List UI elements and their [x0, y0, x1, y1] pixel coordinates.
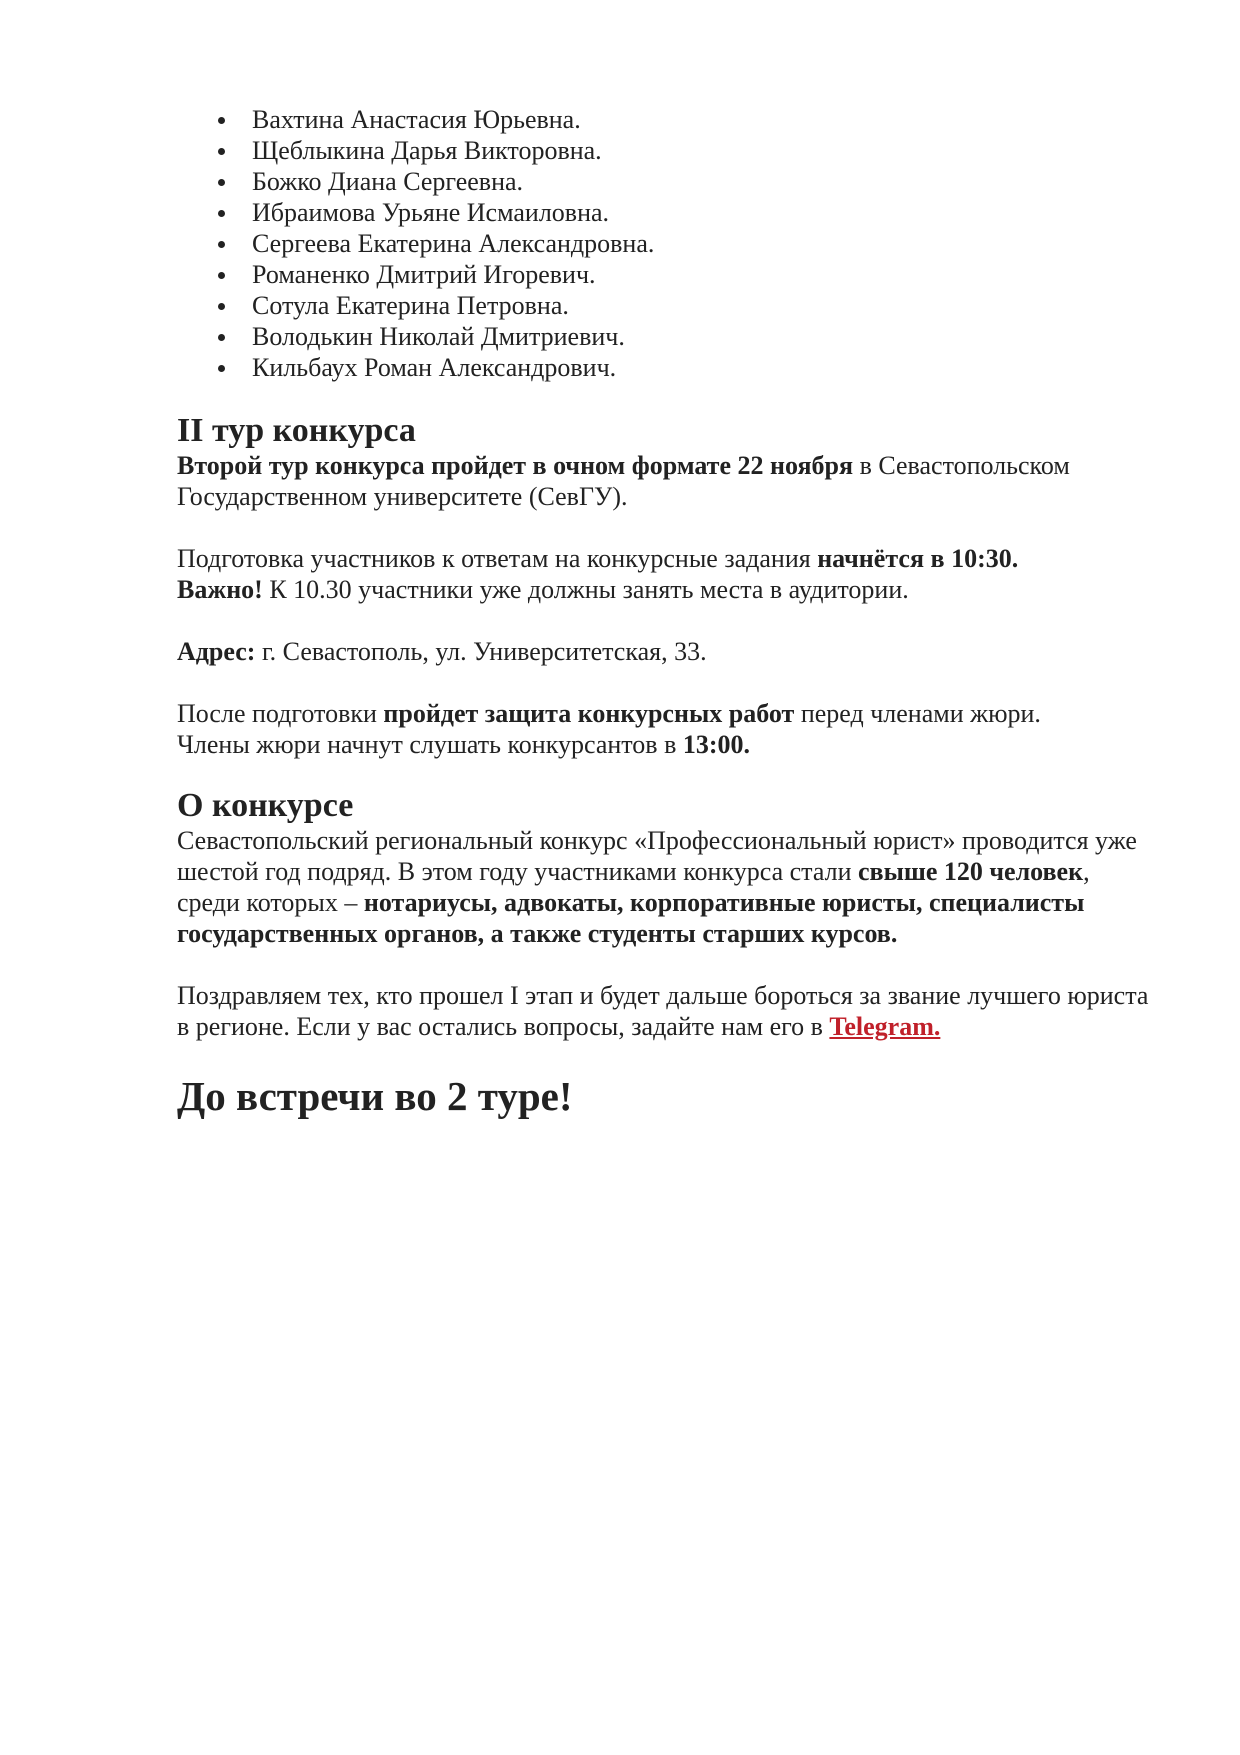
- address-label: Адрес:: [177, 637, 256, 666]
- telegram-link[interactable]: Telegram.: [829, 1012, 941, 1041]
- preparation-text: Подготовка участников к ответам на конкурсные задания: [177, 544, 818, 573]
- important-label: Важно!: [177, 575, 263, 604]
- bullet-icon: [218, 179, 225, 186]
- closing-heading: До встречи во 2 туре!: [177, 1073, 573, 1119]
- round2-heading: II тур конкурса: [177, 412, 416, 449]
- about-count: свыше 120 человек: [858, 857, 1084, 886]
- list-item: [177, 259, 1157, 290]
- participant-name: Романенко Дмитрий Игоревич.: [252, 260, 596, 289]
- about-text: Севастопольский региональный конкурс «Профессиональный юрист» проводится уже шестой год подряд. В этом году участниками конкурса стали: [177, 826, 1137, 886]
- address-value: г. Севастополь, ул. Университетская, 33.: [255, 637, 707, 666]
- defense-rest: перед членами жюри.: [794, 699, 1041, 728]
- defense-paragraph: [177, 698, 1157, 760]
- list-item: [177, 321, 1157, 352]
- about-categories: нотариусы, адвокаты, корпоративные юристы, специалисты государственных органов, а также студенты старших курсов.: [177, 888, 1085, 948]
- round2-date-paragraph: [177, 450, 1157, 512]
- bullet-icon: [218, 210, 225, 217]
- list-item: [177, 352, 1157, 383]
- congrats-text: Поздравляем тех, кто прошел I этап и будет дальше бороться за звание лучшего юриста в регионе. Если у вас остались вопросы, задайте нам его в: [177, 981, 1149, 1041]
- preparation-paragraph: [177, 543, 1157, 605]
- jury-text: Члены жюри начнут слушать конкурсантов в: [177, 730, 683, 759]
- list-item: [177, 104, 1157, 135]
- list-item: [177, 166, 1157, 197]
- preparation-time: начнётся в 10:30.: [817, 544, 1019, 573]
- participant-name: Сергеева Екатерина Александровна.: [252, 229, 655, 258]
- bullet-icon: [218, 334, 225, 341]
- bullet-icon: [218, 117, 225, 124]
- congrats-paragraph: [177, 980, 1157, 1042]
- round2-venue-text: в Севастопольском Государственном университете (СевГУ).: [177, 451, 1070, 511]
- bullet-icon: [218, 303, 225, 310]
- bullet-icon: [218, 148, 225, 155]
- list-item: [177, 290, 1157, 321]
- participant-name: Щеблыкина Дарья Викторовна.: [252, 136, 602, 165]
- participant-name: Божко Диана Сергеевна.: [252, 167, 524, 196]
- participant-name: Володькин Николай Дмитриевич.: [252, 322, 625, 351]
- list-item: [177, 228, 1157, 259]
- round2-date-bold: Второй тур конкурса пройдет в очном формате 22 ноября: [177, 451, 854, 480]
- bullet-icon: [218, 241, 225, 248]
- list-item: [177, 197, 1157, 228]
- address-paragraph: [177, 636, 1157, 667]
- jury-time: 13:00.: [682, 730, 751, 759]
- about-mid-text: , среди которых –: [177, 857, 1090, 917]
- important-text: К 10.30 участники уже должны занять места в аудитории.: [262, 575, 909, 604]
- about-heading: О конкурсе: [177, 787, 354, 824]
- bullet-icon: [218, 272, 225, 279]
- participant-name: Сотула Екатерина Петровна.: [252, 291, 569, 320]
- participant-name: Ибраимова Урьяне Исмаиловна.: [252, 198, 610, 227]
- about-paragraph: [177, 825, 1157, 949]
- defense-bold: пройдет защита конкурсных работ: [383, 699, 795, 728]
- participant-name: Кильбаух Роман Александрович.: [252, 353, 617, 382]
- participant-name: Вахтина Анастасия Юрьевна.: [252, 105, 581, 134]
- bullet-icon: [218, 365, 225, 372]
- participants-list: [177, 104, 1157, 383]
- document-content: [177, 104, 1157, 1120]
- list-item: [177, 135, 1157, 166]
- defense-text: После подготовки: [177, 699, 384, 728]
